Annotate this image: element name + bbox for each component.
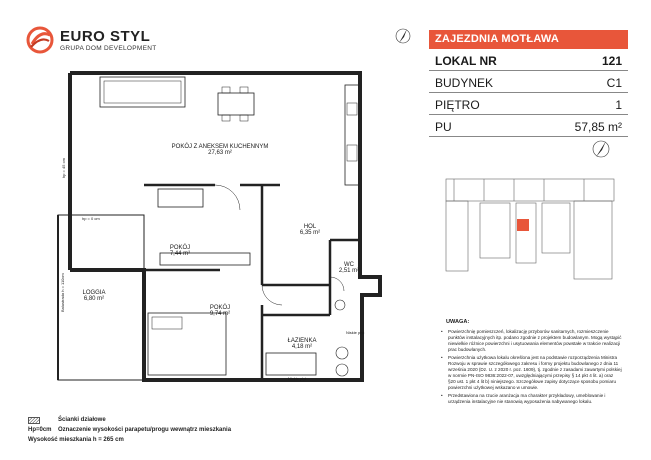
floor-plan xyxy=(40,65,410,405)
notes-list xyxy=(440,329,622,405)
legend-hp-key: Hp=0cm xyxy=(28,427,52,433)
info-key: PU xyxy=(435,120,452,134)
info-row-unit xyxy=(429,49,628,71)
room-2-name: POKÓJ xyxy=(209,305,231,311)
toilet xyxy=(335,300,345,310)
hatch-swatch-icon xyxy=(28,417,40,424)
desk xyxy=(158,189,203,207)
note-item: • Przedstawiona na rzucie aranżacja ma charakter przykładowy, umeblowanie i urządzenia instalacyjne nie stanowią wyposażenia nabywanego lokalu. xyxy=(440,393,622,405)
legend-hp-text: Oznaczenie wysokości parapetu/progu wewnątrz mieszkania xyxy=(58,427,232,433)
room-bath-area: 4,18 m² xyxy=(291,344,313,350)
room-wc-name: WC xyxy=(344,262,354,268)
euro-styl-logo-icon xyxy=(26,26,54,54)
room-2-area: 9,74 m² xyxy=(209,311,231,317)
room-2-label xyxy=(200,305,240,317)
outer-wall xyxy=(70,73,380,380)
hp45-label: hp = 45 cm xyxy=(61,158,66,178)
room-hall-area: 6,35 m² xyxy=(299,230,321,236)
brand-name: EURO STYL xyxy=(60,28,151,45)
legend-walls-text: Ścianki działowe xyxy=(58,417,106,423)
notes-title: UWAGA: xyxy=(446,319,470,325)
info-value: 121 xyxy=(601,54,622,68)
project-title: ZAJEZDNIA MOTŁAWA xyxy=(429,30,628,49)
info-row-floor xyxy=(429,93,628,115)
room-wc-label xyxy=(334,262,364,274)
room-1-area: 7,44 m² xyxy=(169,251,191,257)
room-living-label xyxy=(160,144,280,156)
info-value: 57,85 m² xyxy=(574,120,622,134)
legend xyxy=(28,417,288,443)
note-item: • Powierzchnię pomieszczeń, lokalizację przyborów sanitarnych, rozmieszczenie punktów instalacyjnych itp. podano zgodnie z projektem budowlanym. Mogą wystąpić niewielkie różnice powierzchni i usytuowania elementów powstałe w trakcie realizacji prac budowlanych. xyxy=(440,329,622,353)
info-value: 1 xyxy=(615,98,622,112)
unit-highlight xyxy=(517,219,529,231)
brand-logo xyxy=(26,26,176,56)
legend-hp xyxy=(28,427,288,437)
notes xyxy=(440,319,622,407)
room-1-name: POKÓJ xyxy=(169,245,191,251)
room-loggia-area: 6,80 m² xyxy=(83,296,105,302)
room-hall-name: HOL xyxy=(303,224,317,230)
balustrade-label: Balustrada h = 110cm xyxy=(60,273,65,312)
site-north-arrow-icon xyxy=(590,138,612,160)
room-bath-label xyxy=(282,338,322,350)
room-bath-name: ŁAZIENKA xyxy=(287,338,317,344)
bathtub xyxy=(266,353,316,375)
info-key: BUDYNEK xyxy=(435,76,494,90)
room-hall-label xyxy=(290,224,330,236)
info-row-area xyxy=(429,115,628,137)
unit-info-panel xyxy=(429,30,628,137)
niskie-label: Niskie płyt xyxy=(346,330,365,335)
room-living-area: 27,63 m² xyxy=(208,150,232,156)
hp0-label: hp = 0 cm xyxy=(82,216,100,221)
dining-table xyxy=(218,93,254,115)
brand-tagline: GRUPA DOM DEVELOPMENT xyxy=(60,45,157,52)
info-key: LOKAL NR xyxy=(435,54,497,68)
room-wc-area: 2,51 m² xyxy=(338,268,360,274)
north-arrow-icon xyxy=(393,26,413,46)
bed xyxy=(148,313,226,375)
info-key: PIĘTRO xyxy=(435,98,480,112)
legend-height: Wysokość mieszkania h = 265 cm xyxy=(28,437,124,443)
room-loggia-label xyxy=(74,290,114,302)
room-living-name: POKÓJ Z ANEKSEM KUCHENNYM xyxy=(171,144,269,150)
note-item: • Powierzchnia użytkowa lokalu określona jest na podstawie rozporządzenia Ministra Rozwoju w sprawie szczegółowego zakresu i formy projektu budowlanego z dnia 11 września 2020 (Dz. U. z 2020 r. poz. 1609), tj. zgodnie z zasadami zawartymi polskiej w normie PN-ISO 9836:2022-07, uwzględniającymi przepisy § 14 pkt 4 lit. a) oraz §20 ust. 1 pkt 4 lit b) niniejszego. Szczegółowe zapisy dotyczące sposobu pomiaru powierzchni użytkowej wskazano w umowie. xyxy=(440,355,622,391)
info-row-building xyxy=(429,71,628,93)
legend-walls xyxy=(28,417,288,427)
room-loggia-name: LOGGIA xyxy=(82,290,106,296)
site-plan xyxy=(444,175,616,283)
kitchen-counter xyxy=(345,85,359,185)
niskie-label-2: Niskie płyt xyxy=(288,376,307,381)
sofa xyxy=(100,77,185,107)
info-value: C1 xyxy=(606,76,622,90)
room-1-label xyxy=(160,245,200,257)
